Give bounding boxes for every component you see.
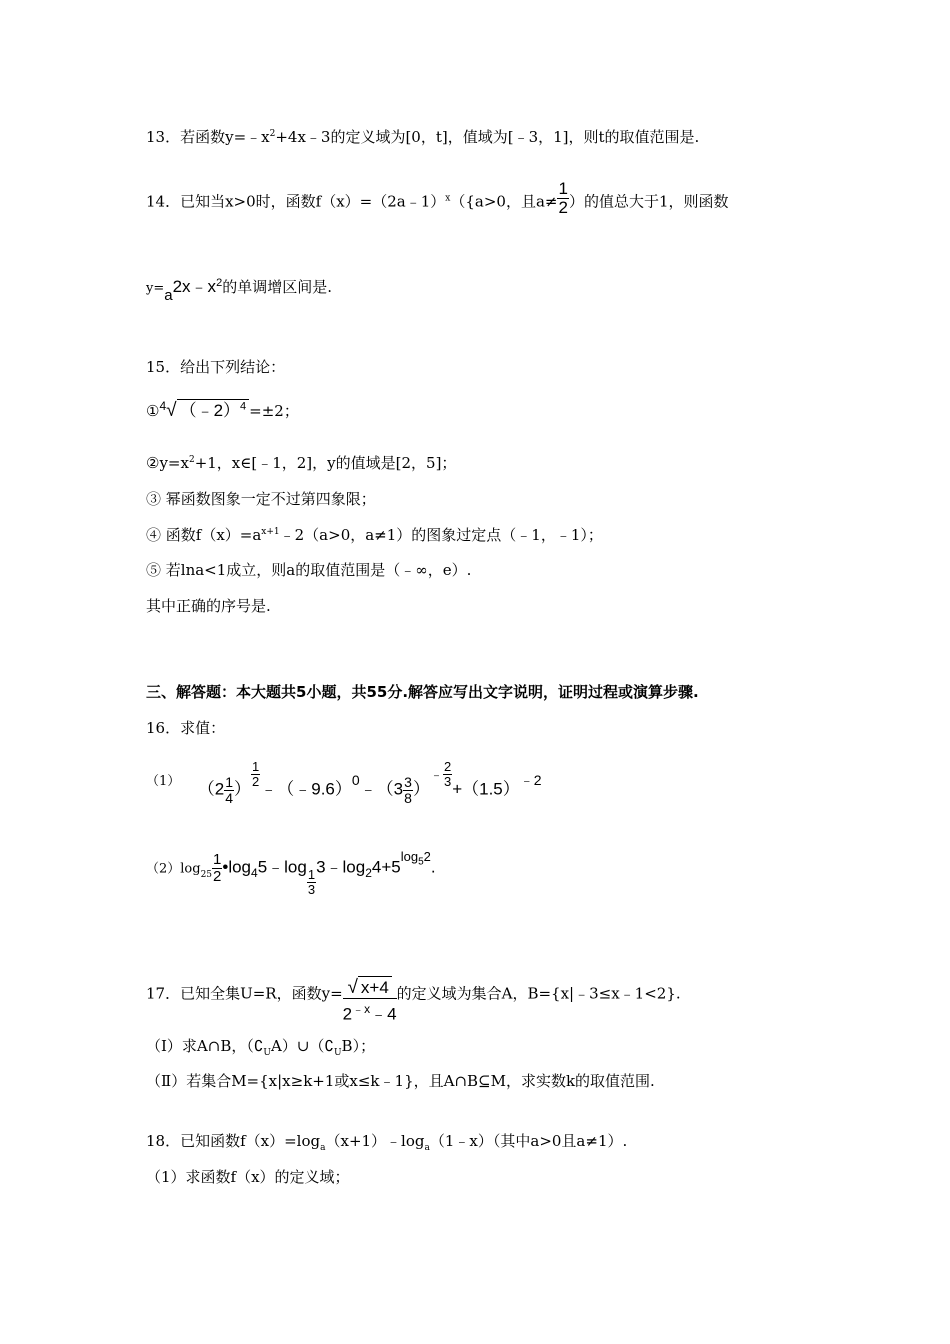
q15-item-1-text: =±2； [249,402,299,420]
question-number: 14． [146,192,181,211]
question-13 [146,130,699,145]
fraction-one-half [557,180,568,217]
q15-item-3-text: ③ 幂函数图象一定不过第四象限； [146,490,376,508]
q17-text-a: 已知全集U=R，函数y= [180,984,343,1003]
q17-part-2-text: （Ⅱ）若集合M={x|x≥k+1或x≤k﹣1}，且A∩B⊆M，求实数k的取值范围. [146,1072,655,1090]
question-number: 18． [146,1132,181,1150]
question-16 [146,721,225,736]
expr-text: ） [234,779,252,799]
radical-sign: √ [166,400,177,421]
q13-text-2: +4x﹣3的定义域为[0，t]，值域为[﹣3，1]，则t的取值范围是. [275,128,700,146]
q15-intro: 给出下列结论： [180,358,286,376]
exponent: ﹣2 [519,771,542,788]
question-number: 16． [146,719,181,737]
fraction-numerator [343,978,397,999]
question-14 [146,179,729,217]
question-15 [146,360,285,375]
section-heading: 三、解答题：本大题共5小题，共55分.解答应写出文字说明，证明过程或演算步骤. [146,683,699,701]
expr-text: 4+5 [371,857,401,877]
q16-intro: 求值： [180,719,226,737]
exponent-fraction [251,760,260,788]
question-number: 17． [146,984,181,1003]
superscript: x+1 [261,527,280,537]
fraction-denominator: 2 [558,197,568,217]
expr-text: +（1.5） [452,779,520,799]
question-18 [146,1134,627,1153]
superscript: 2 [188,455,195,465]
log-base-fraction [307,868,316,896]
fraction-numerator: 1 [307,867,316,883]
fraction-denominator: 8 [404,789,412,806]
superscript: 2 [216,277,223,289]
subscript: 25 [200,870,213,881]
q17-part-1 [146,1039,375,1058]
superscript: 4 [240,400,247,413]
function-fraction [343,978,397,1023]
part-label: （1） [146,773,181,789]
q15-item-4-text-a: ④ 函数f（x）=a [146,526,262,544]
q15-item-2-text-a: ②y=x [146,454,189,472]
q13-text: 若函数y=﹣x [180,128,270,146]
fraction-denominator: 2 [252,773,260,789]
fraction-denominator: 3 [443,773,452,789]
q16-part-2 [146,848,436,897]
question-number: 13． [146,128,181,146]
q14-text-c: ）的值总大于1，则函数 [568,192,729,211]
q15-end-text: 其中正确的序号是. [146,597,271,615]
expr-text: （2 [197,779,225,799]
superscript: x [445,193,451,204]
q18-part-1 [146,1170,350,1185]
q15-item-5 [146,563,471,578]
fraction-denominator [343,999,397,1024]
q14-text-d: y= [146,281,165,296]
q15-item-3 [146,492,376,507]
q15-item-4 [146,528,603,543]
q17-part-2 [146,1074,655,1089]
mixed-fraction [224,775,234,805]
expr-text: ﹣（3 [359,779,404,799]
question-14-line-2 [146,277,332,304]
subscript: 5 [418,856,424,868]
q18-text-c: （1﹣x）（其中a>0且a≠1）. [429,1132,628,1150]
exponent [400,848,431,868]
expr-text: 3﹣log [316,857,366,877]
denominator-rest: ﹣4 [370,1004,397,1024]
q14-text-b: （{a>0，且a≠ [450,192,558,211]
q15-item-2 [146,456,456,471]
q17-part-1-text-b: A）∪（∁ [271,1037,334,1055]
exponent-log: log [400,848,419,864]
q14-text-e: 的单调增区间是. [222,278,332,296]
expr-text: . [430,857,436,877]
q17-part-1-text-c: B）； [341,1037,376,1055]
exponent-arg: 2 [423,848,431,864]
superscript: ﹣x [352,1001,371,1016]
fraction-numerator: 1 [213,851,222,868]
q14-text-a: 已知当x>0时，函数f（x）=（2a﹣1） [180,192,446,211]
exponent: 2x﹣x [172,277,217,296]
radicand: x+4 [358,976,392,997]
part-label: （2）log [146,861,201,877]
question-17 [146,966,681,1023]
q15-item-2-text-b: +1，x∈[﹣1，2]，y的值域是[2，5]； [194,454,457,472]
fraction-denominator: 4 [225,789,234,806]
subscript: a [320,1143,326,1153]
exponent-sign: ﹣ [429,766,443,782]
denominator-base: 2 [342,1004,353,1024]
exponent: 0 [351,771,360,788]
q15-item-1 [146,400,299,420]
superscript: 2 [269,129,276,139]
q17-part-1-text-a: （Ⅰ）求A∩B，（∁ [146,1037,264,1055]
fraction-numerator: 1 [558,179,568,198]
exponent-base: a [164,287,173,304]
q16-part-1 [146,759,542,806]
mixed-fraction [403,775,413,805]
q18-text-a: 已知函数f（x）=log [180,1132,321,1150]
fraction-numerator: 2 [443,759,452,775]
q15-conclusion [146,599,271,614]
subscript: U [333,1048,342,1058]
fraction-denominator: 3 [307,881,316,897]
q15-item-4-text-b: ﹣2（a>0，a≠1）的图象过定点（﹣1，﹣1）； [279,526,603,544]
fraction-denominator: 2 [213,867,222,885]
item-marker: ① [146,402,160,420]
question-number: 15． [146,358,181,376]
q18-text-b: （x+1）﹣log [325,1132,425,1150]
subscript: U [263,1048,271,1058]
q15-item-5-text: ⑤ 若lna<1成立，则a的取值范围是（﹣∞，e）. [146,561,472,579]
expr-text: ﹣（﹣9.6） [260,779,352,799]
subscript: 2 [365,866,372,881]
exponent-fraction [443,760,452,788]
fraction-one-half [212,852,222,885]
expr-text: •log [222,857,252,877]
radical-sign: √ [347,977,358,998]
radicand-text: （﹣2） [179,401,241,420]
q18-part-1-text: （1）求函数f（x）的定义域； [146,1168,350,1186]
subscript: a [424,1143,430,1153]
q17-text-b: 的定义域为集合A，B={x|﹣3≤x﹣1<2}. [396,984,681,1003]
subscript: 4 [251,866,258,881]
radicand [177,399,250,420]
expr-text: 5﹣log [257,857,307,877]
fraction-numerator: 1 [252,759,260,775]
fraction-numerator: 3 [404,774,412,790]
root-index: 4 [159,399,167,413]
fraction-numerator: 1 [225,774,234,790]
expr-text: ） [412,779,430,799]
